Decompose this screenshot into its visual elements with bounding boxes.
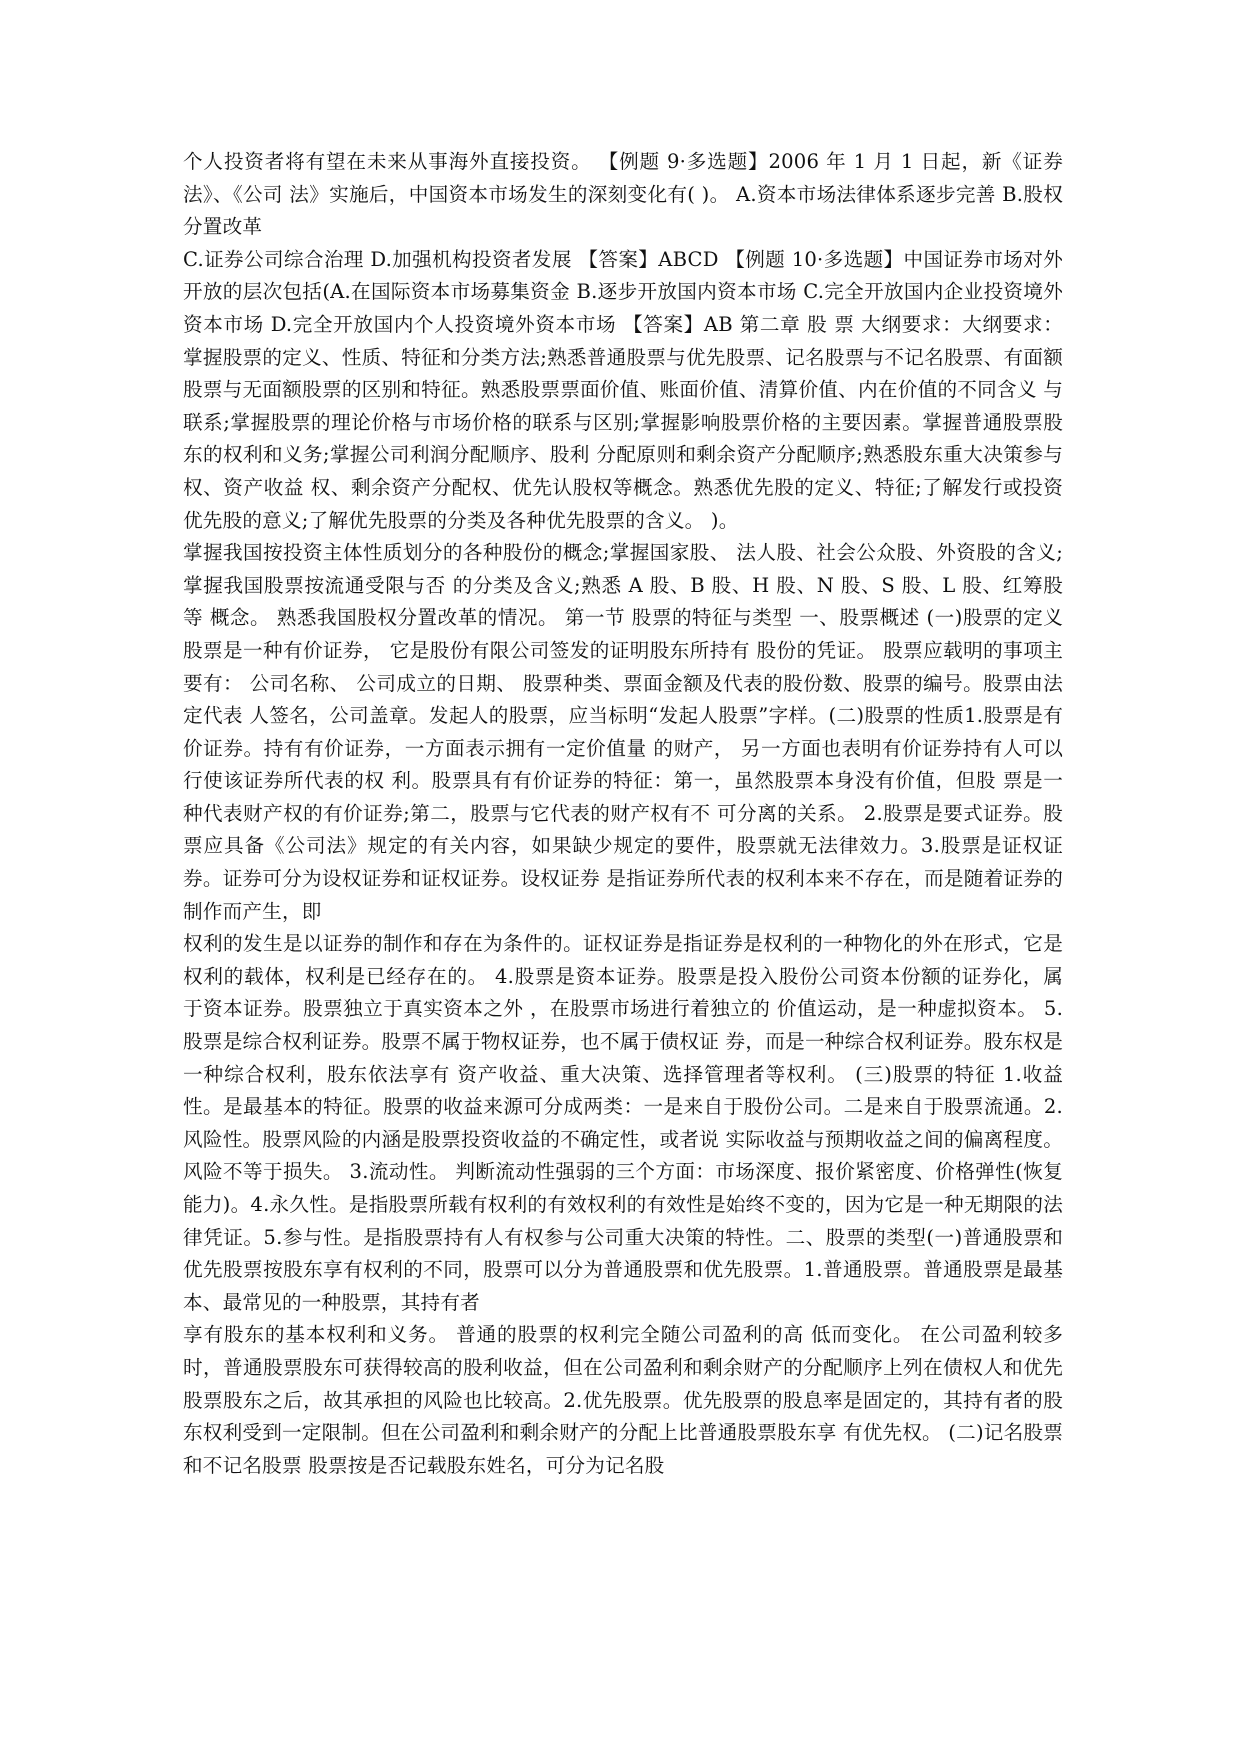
paragraph-4: 权利的发生是以证券的制作和存在为条件的。证权证券是指证券是权利的一种物化的外在形式，它是权利的载体，权利是已经存在的。 4.股票是资本证券。股票是投入股份公司资本份额的证券化，属 于资本证券。股票独立于真实资本之外 ，在股票市场进行着独立的 价值运动，是一种虚拟资本。 5.股票是综合权利证券。股票不属于物权证券，也不属于债权证 券，而是一种综合权利证券。股东权是一种综合权利，股东依法享有 资产收益、重大决策、选择管理者等权利。 (三)股票的特征 1.收益性。是最基本的特征。股票的收益来源可分成两类：一是来自于股份公司。二是来自于股票流通。2.风险性。股票风险的内涵是股票投资收益的不确定性，或者说 实际收益与预期收益之间的偏离程度。风险不等于损失。 3.流动性。 判断流动性强弱的三个方面：市场深度、报价紧密度、价格弹性(恢复能力)。4.永久性。是指股票所载有权利的有效权利的有效性是始终不变的，因为它是一种无期限的法律凭证。5.参与性。是指股票持有人有权参与公司重大决策的特性。二、股票的类型(一)普通股票和优先股票按股东享有权利的不同，股票可以分为普通股票和优先股票。1.普通股票。普通股票是最基本、最常见的一种股票，其持有者 xyxy=(183,932,1063,1314)
paragraph-5: 享有股东的基本权利和义务。 普通的股票的权利完全随公司盈利的高 低而变化。 在公司盈利较多时，普通股票股东可获得较高的股利收益，但在公司盈利和剩余财产的分配顺序上列在债权人和优先股票股东之后，故其承担的风险也比较高。2.优先股票。优先股票的股息率是固定的，其持有者的股东权利受到一定限制。但在公司盈利和剩余财产的分配上比普通股票股东享 有优先权。 (二)记名股票和不记名股票 股票按是否记载股东姓名，可分为记名股 xyxy=(183,1323,1063,1477)
document-body xyxy=(183,146,1063,1482)
paragraph-1: 个人投资者将有望在未来从事海外直接投资。 【例题 9·多选题】2006 年 1 月 1 日起，新《证券法》、《公司 法》实施后，中国资本市场发生的深刻变化有( )。 A.资本市场法律体系逐步完善 B.股权分置改革 xyxy=(183,150,1063,239)
paragraph-2: C.证券公司综合治理 D.加强机构投资者发展 【答案】ABCD 【例题 10·多选题】中国证券市场对外开放的层次包括(A.在国际资本市场募集资金 B.逐步开放国内资本市场 C.完全开放国内企业投资境外资本市场 D.完全开放国内个人投资境外资本市场 【答案】AB 第二章 股 票 大纲要求：大纲要求：掌握股票的定义、性质、特征和分类方法;熟悉普通股票与优先股票、记名股票与不记名股票、有面额股票与无面额股票的区别和特征。熟悉股票票面价值、账面价值、清算价值、内在价值的不同含义 与联系;掌握股票的理论价格与市场价格的联系与区别;掌握影响股票价格的主要因素。掌握普通股票股东的权利和义务;掌握公司利润分配顺序、股利 分配原则和剩余资产分配顺序;熟悉股东重大决策参与权、资产收益 权、剩余资产分配权、优先认股权等概念。熟悉优先股的定义、特征;了解发行或投资优先股的意义;了解优先股票的分类及各种优先股票的含义。 )。 xyxy=(183,247,1063,532)
paragraph-3: 掌握我国按投资主体性质划分的各种股份的概念;掌握国家股、 法人股、社会公众股、外资股的含义;掌握我国股票按流通受限与否 的分类及含义;熟悉 A 股、B 股、H 股、N 股、S 股、L 股、红筹股等 概念。 熟悉我国股权分置改革的情况。 第一节 股票的特征与类型 一、股票概述 (一)股票的定义 股票是一种有价证券， 它是股份有限公司签发的证明股东所持有 股份的凭证。 股票应载明的事项主要有： 公司名称、 公司成立的日期、 股票种类、票面金额及代表的股份数、股票的编号。股票由法定代表 人签名，公司盖章。发起人的股票，应当标明“发起人股票”字样。(二)股票的性质1.股票是有价证券。持有有价证券，一方面表示拥有一定价值量 的财产， 另一方面也表明有价证券持有人可以行使该证券所代表的权 利。股票具有有价证券的特征：第一，虽然股票本身没有价值，但股 票是一种代表财产权的有价证券;第二，股票与它代表的财产权有不 可分离的关系。 2.股票是要式证券。股票应具备《公司法》规定的有关内容，如果缺少规定的要件，股票就无法律效力。3.股票是证权证券。证券可分为设权证券和证权证券。设权证券 是指证券所代表的权利本来不存在，而是随着证券的制作而产生，即 xyxy=(183,541,1063,923)
